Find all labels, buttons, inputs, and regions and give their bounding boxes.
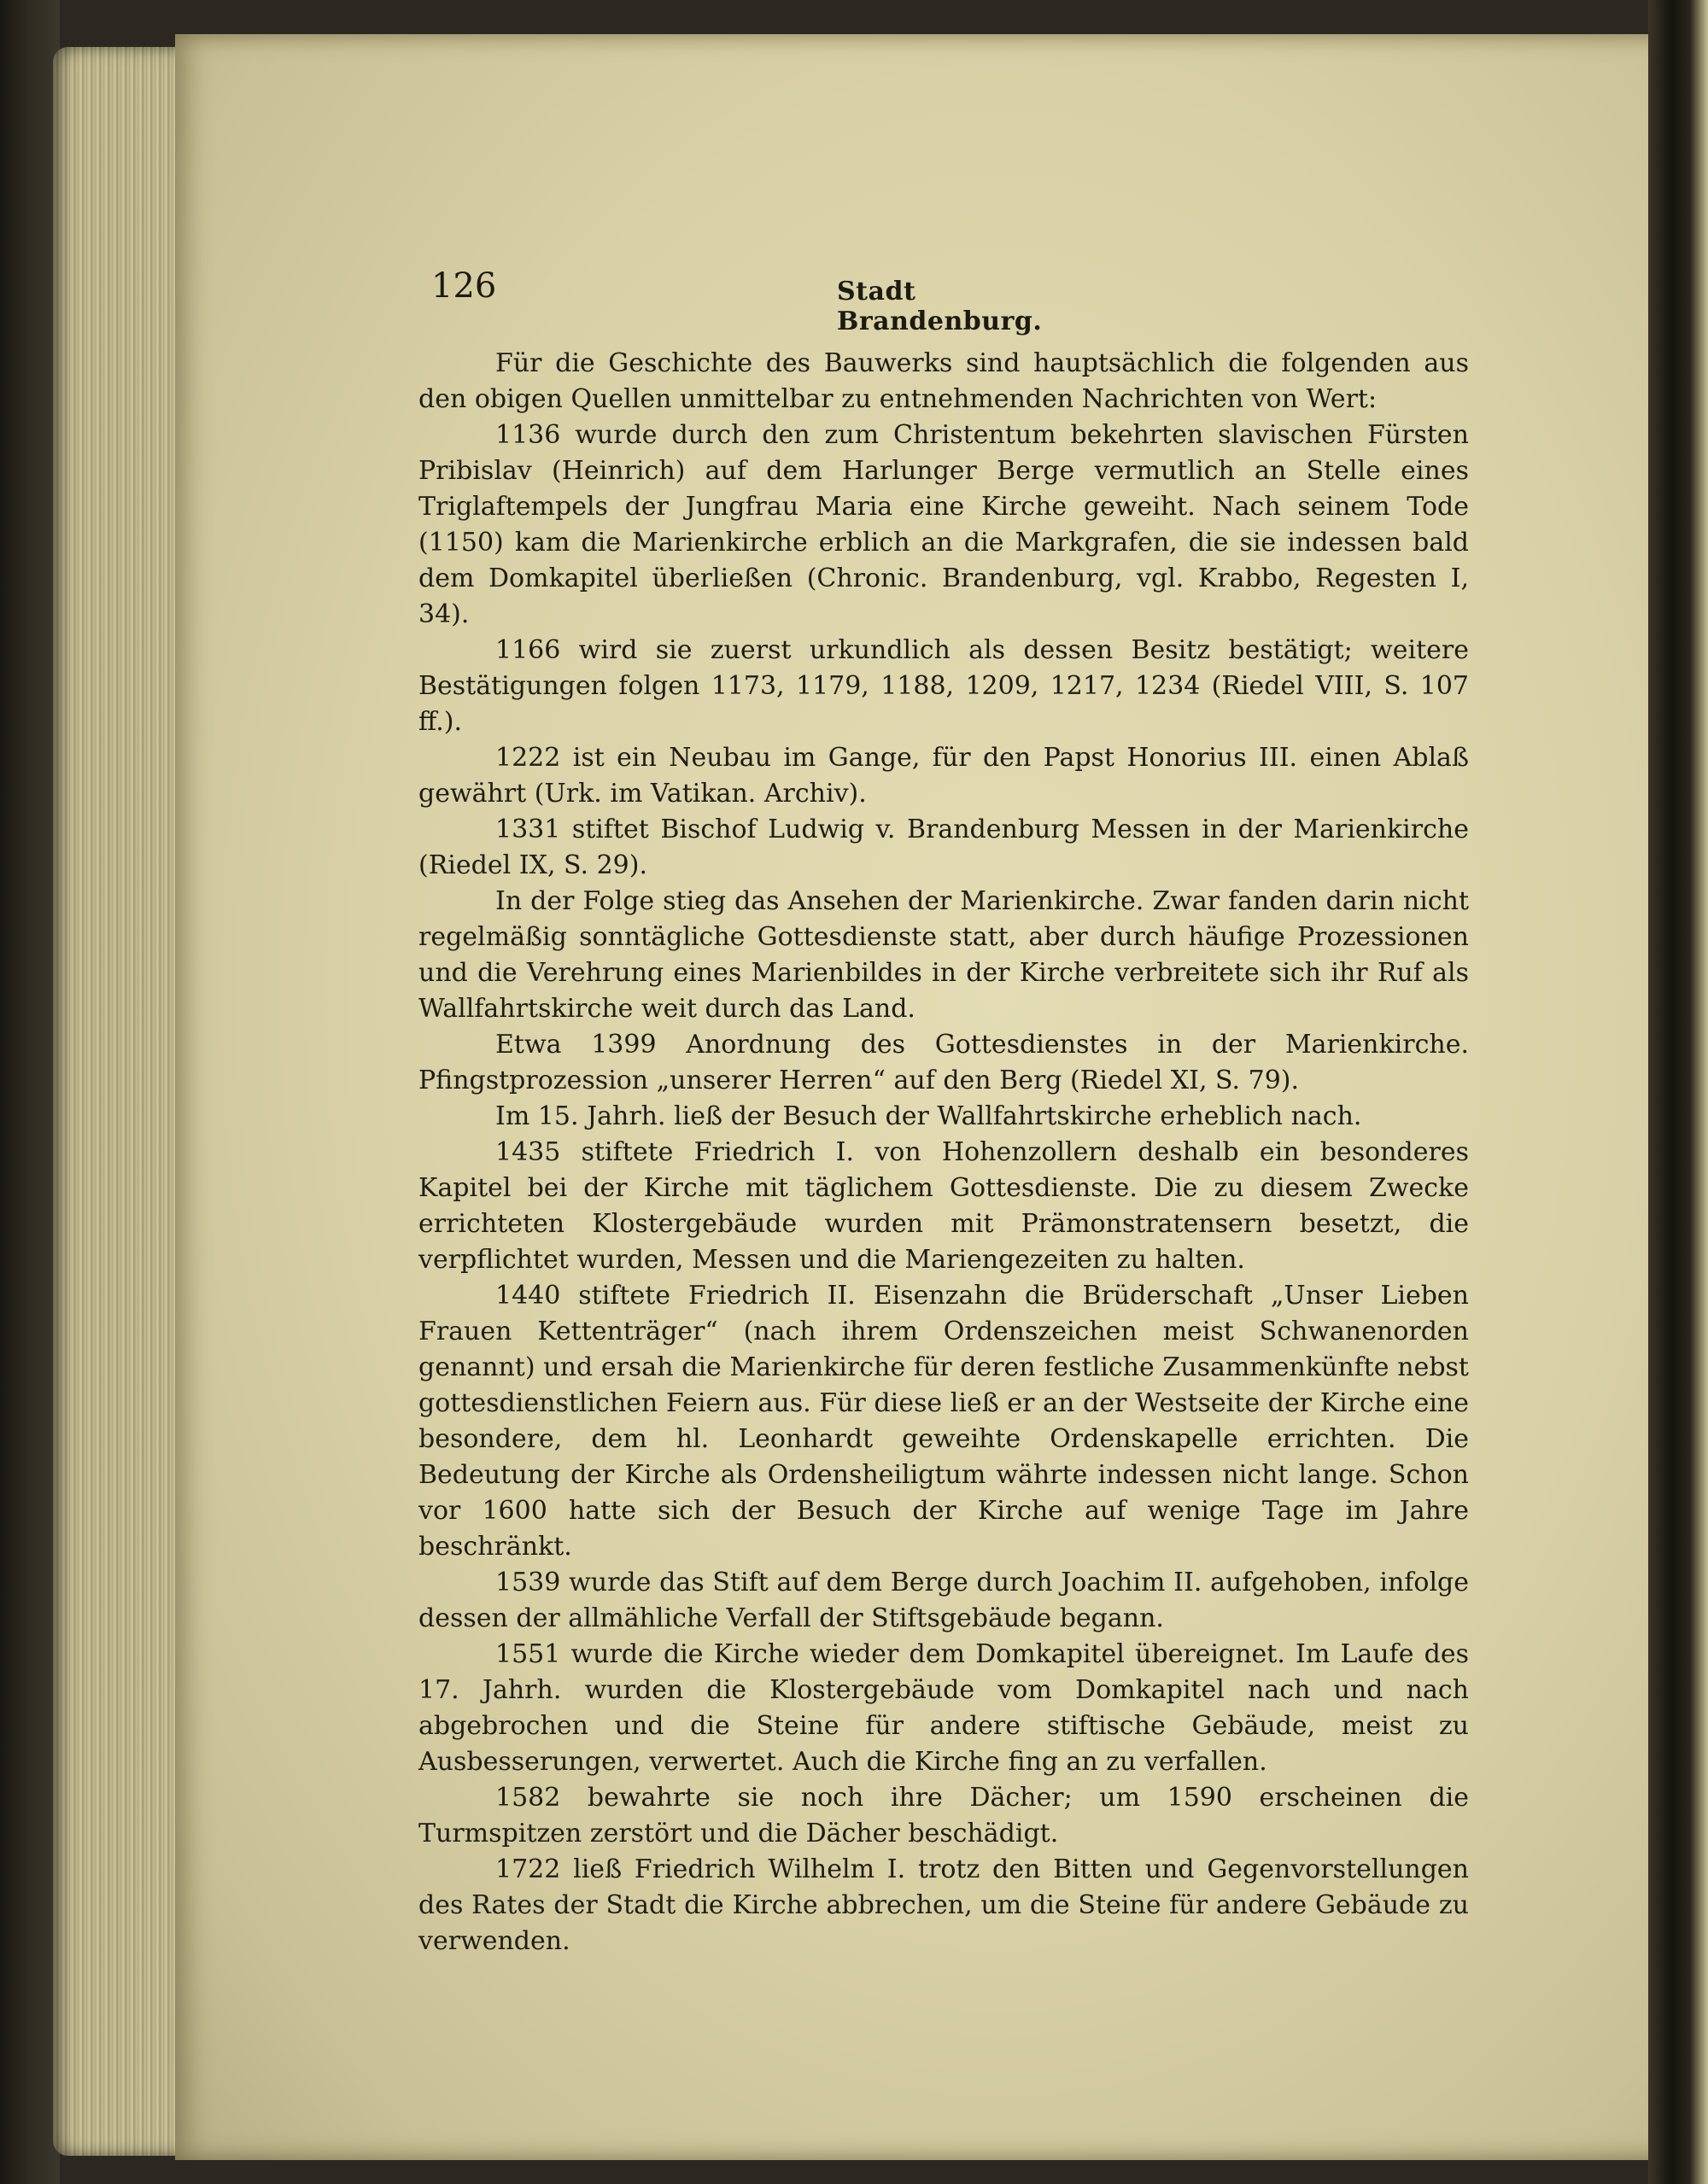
- book-cover-edge: [0, 0, 60, 2184]
- running-head: [431, 266, 1097, 336]
- running-head-title: Stadt Brandenburg.: [837, 277, 1043, 336]
- paragraph: 1722 ließ Friedrich Wilhelm I. trotz den Bitten und Gegenvorstellungen des Rates der Stadt die Kirche abbrechen, um die Steine für andere Gebäude zu verwenden.: [418, 1854, 1469, 1956]
- paragraph: 1582 bewahrte sie noch ihre Dächer; um 1590 erscheinen die Turmspitzen zerstört und die Dächer beschädigt.: [418, 1783, 1469, 1848]
- paragraph: 1435 stiftete Friedrich I. von Hohenzollern deshalb ein besonderes Kapitel bei der Kirche mit täglichem Gottesdienste. Die zu diesem Zwecke errichteten Klostergebäude wurden mit Prämonstratensern besetzt, die verpflichtet wurden, Messen und die Mariengezeiten zu halten.: [418, 1137, 1469, 1275]
- paragraph: Etwa 1399 Anordnung des Gottesdienstes in der Marienkirche. Pfingstprozession „unserer Herren“ auf den Berg (Riedel XI, S. 79).: [418, 1030, 1469, 1095]
- book-gutter: [1648, 0, 1708, 2184]
- paragraph: 1440 stiftete Friedrich II. Eisenzahn die Brüderschaft „Unser Lieben Frauen Kettenträger“ (nach ihrem Ordenszeichen meist Schwanenorden genannt) und ersah die Marienkirche für deren festliche Zusammenkünfte nebst gottesdienstlichen Feiern aus. Für diese ließ er an der Westseite der Kirche eine besondere, dem hl. Leonhardt geweihte Ordenskapelle errichten. Die Bedeutung der Kirche als Ordensheiligtum währte indessen nicht lange. Schon vor 1600 hatte sich der Besuch der Kirche auf wenige Tage im Jahre beschränkt.: [418, 1281, 1469, 1562]
- paragraph: 1222 ist ein Neubau im Gange, für den Papst Honorius III. einen Ablaß gewährt (Urk. im Vatikan. Archiv).: [418, 743, 1469, 809]
- paragraph: 1331 stiftet Bischof Ludwig v. Brandenburg Messen in der Marienkirche (Riedel IX, S. 29).: [418, 815, 1469, 880]
- paragraph: Im 15. Jahrh. ließ der Besuch der Wallfahrtskirche erheblich nach.: [495, 1101, 1362, 1131]
- paragraph: 1539 wurde das Stift auf dem Berge durch Joachim II. aufgehoben, infolge dessen der allmähliche Verfall der Stiftsgebäude begann.: [418, 1568, 1469, 1633]
- page-number: 126: [431, 266, 497, 306]
- paragraph: 1166 wird sie zuerst urkundlich als dessen Besitz bestätigt; weitere Bestätigungen folgen 1173, 1179, 1188, 1209, 1217, 1234 (Riedel VIII, S. 107 ff.).: [418, 635, 1469, 737]
- paragraph: In der Folge stieg das Ansehen der Marienkirche. Zwar fanden darin nicht regelmäßig sonntägliche Gottesdienste statt, aber durch häufige Prozessionen und die Verehrung eines Marienbildes in der Kirche verbreitete sich ihr Ruf als Wallfahrtskirche weit durch das Land.: [418, 886, 1469, 1024]
- paragraph: 1136 wurde durch den zum Christentum bekehrten slavischen Fürsten Pribislav (Heinrich) auf dem Harlunger Berge vermutlich an Stelle eines Triglaftempels der Jungfrau Maria eine Kirche geweiht. Nach seinem Tode (1150) kam die Marienkirche erblich an die Markgrafen, die sie indessen bald dem Domkapitel überließen (Chronic. Brandenburg, vgl. Krabbo, Regesten I, 34).: [418, 420, 1469, 629]
- body-text: [418, 346, 1469, 1959]
- paragraph: 1551 wurde die Kirche wieder dem Domkapitel übereignet. Im Laufe des 17. Jahrh. wurden die Klostergebäude vom Domkapitel nach und nach abgebrochen und die Steine für andere stiftische Gebäude, meist zu Ausbesserungen, verwertet. Auch die Kirche fing an zu verfallen.: [418, 1639, 1469, 1777]
- paragraph: Für die Geschichte des Bauwerks sind hauptsächlich die folgenden aus den obigen Quellen unmittelbar zu entnehmenden Nachrichten von Wert:: [418, 348, 1469, 414]
